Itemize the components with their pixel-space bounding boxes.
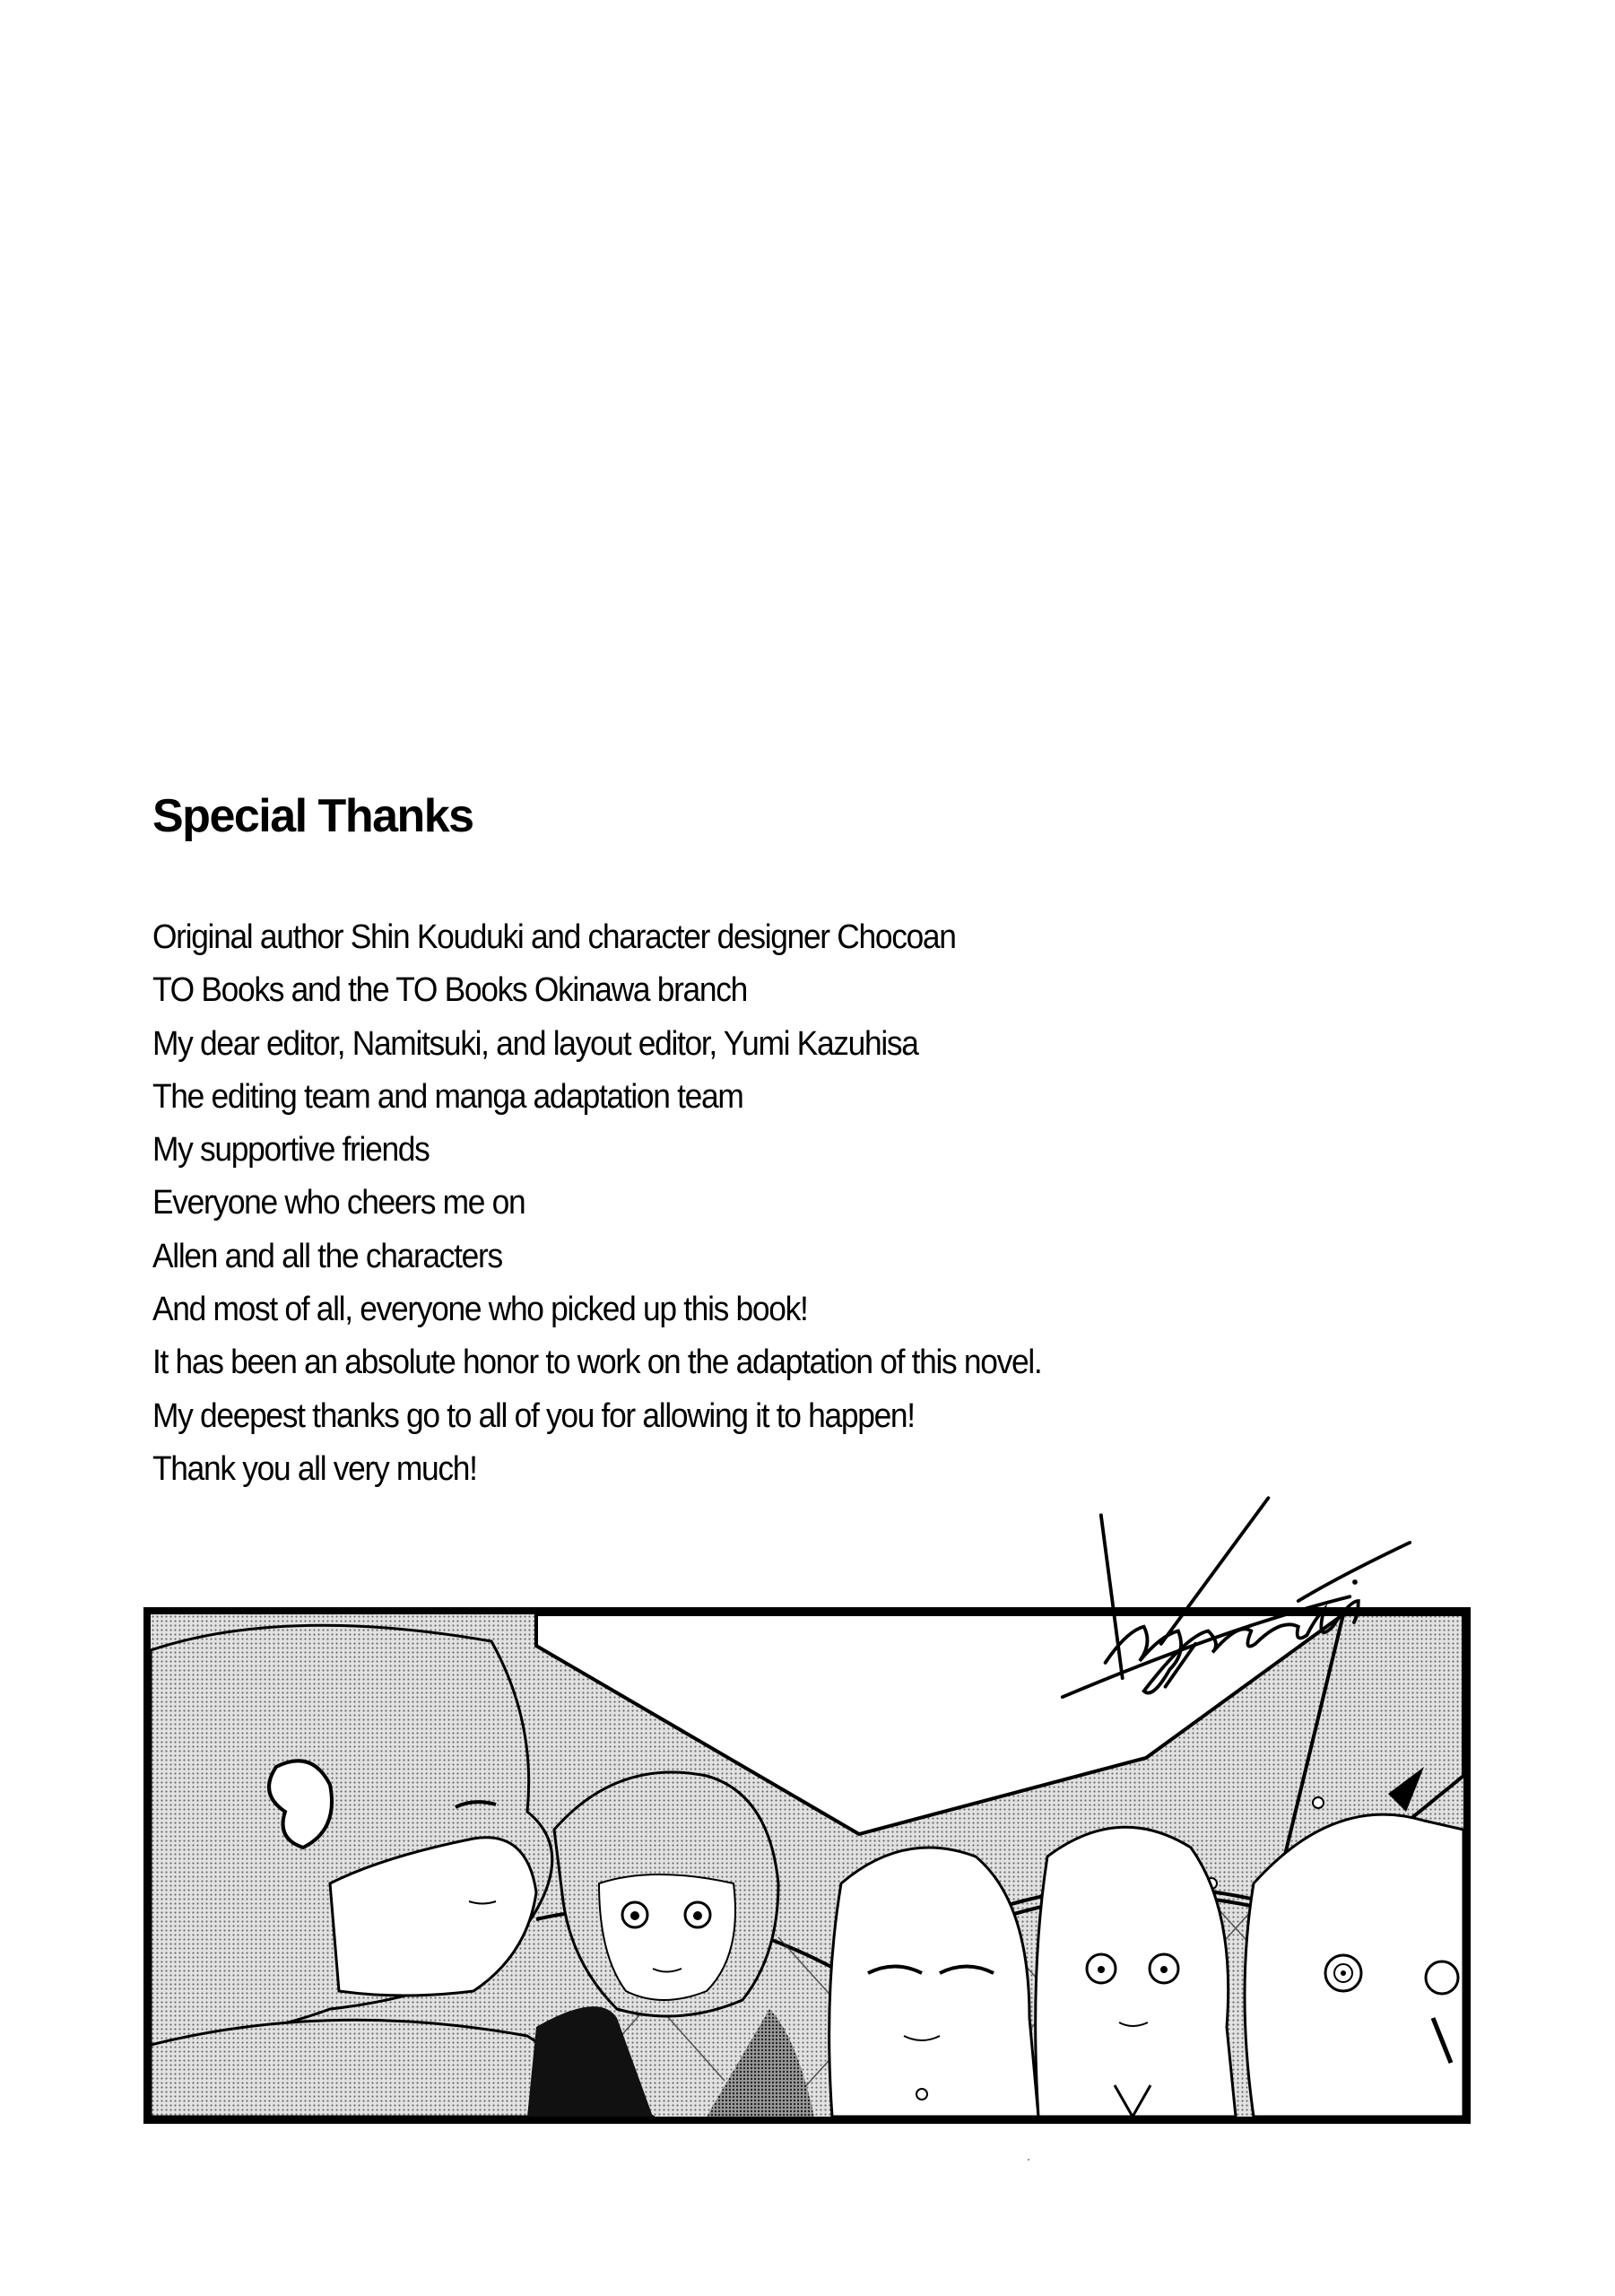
thanks-line: Original author Shin Kouduki and character designer Chocoan [152, 918, 956, 956]
thanks-list [152, 911, 1108, 1496]
thanks-line: The editing team and manga adaptation team [152, 1077, 743, 1116]
thanks-line: Everyone who cheers me on [152, 1184, 525, 1222]
thanks-line: TO Books and the TO Books Okinawa branch [152, 971, 747, 1010]
page-mark [1028, 2159, 1029, 2161]
manga-illustration-panel [143, 1607, 1471, 2124]
characters-illustration [151, 1614, 1463, 2117]
thanks-line: My supportive friends [152, 1131, 430, 1170]
thanks-line: And most of all, everyone who picked up this book! [152, 1291, 808, 1329]
thanks-line: My dear editor, Namitsuki, and layout editor, Yumi Kazuhisa [152, 1024, 918, 1063]
thanks-line: My deepest thanks go to all of you for allowing it to happen! [152, 1396, 915, 1435]
thanks-line: Allen and all the characters [152, 1237, 502, 1275]
page-title: Special Thanks [152, 790, 473, 842]
thanks-line: It has been an absolute honor to work on the adaptation of this novel. [152, 1344, 1042, 1382]
thanks-line: Thank you all very much! [152, 1449, 477, 1488]
